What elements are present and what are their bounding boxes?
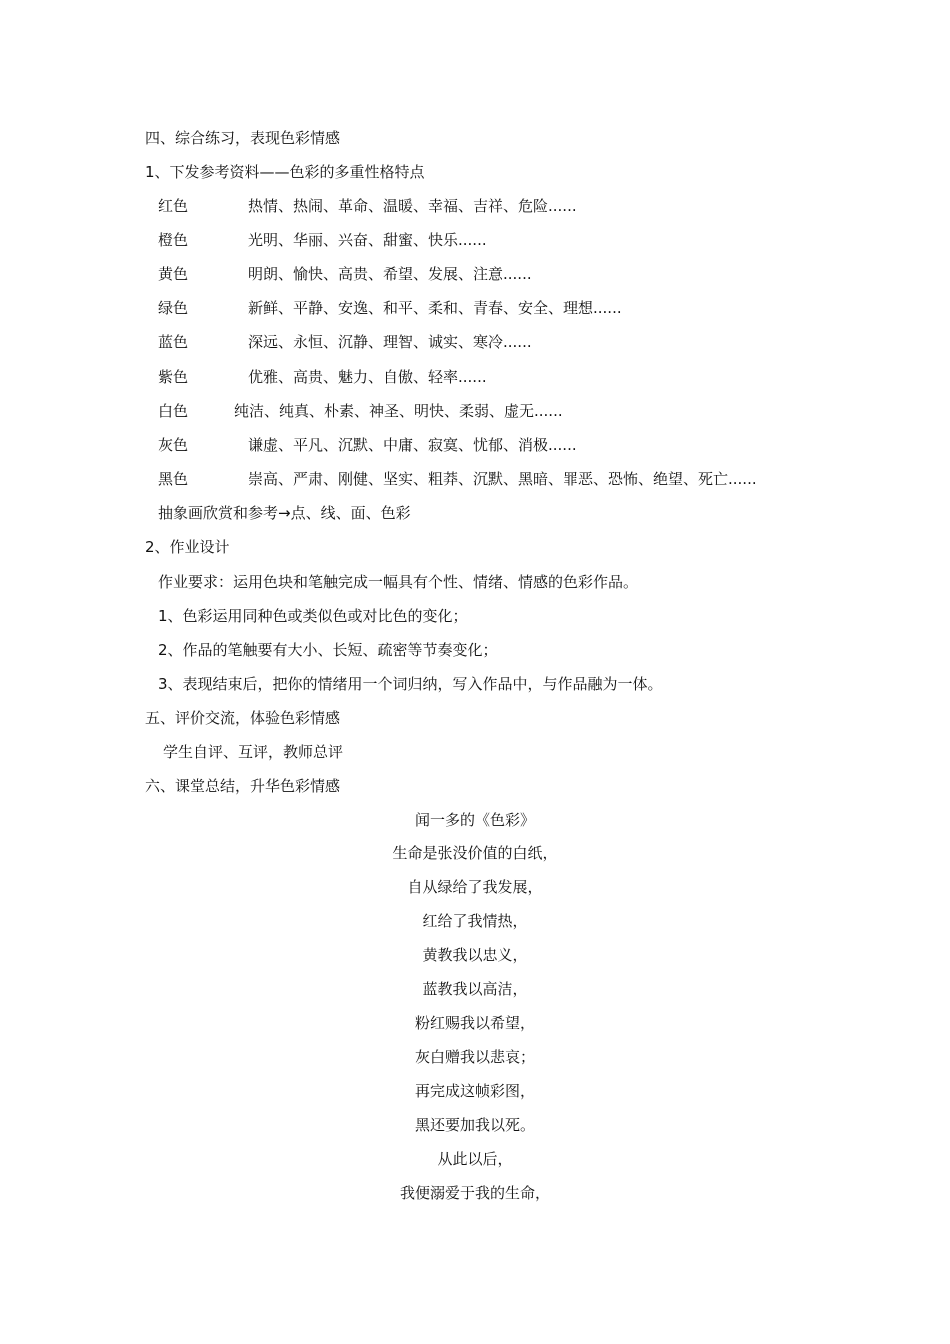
poem-line: 生命是张没价值的白纸， [392, 844, 558, 862]
requirement-item: 2、作品的笔触要有大小、长短、疏密等节奏变化； [158, 641, 498, 659]
section5-heading: 五、评价交流，体验色彩情感 [145, 709, 341, 727]
color-name: 灰色 [158, 436, 189, 454]
abstract-note: 抽象画欣赏和参考→点、线、面、色彩 [158, 504, 411, 522]
color-name: 绿色 [158, 299, 189, 317]
section5-body: 学生自评、互评，教师总评 [163, 743, 344, 761]
color-traits: 崇高、严肃、刚健、坚实、粗莽、沉默、黑暗、罪恶、恐怖、绝望、死亡...... [248, 470, 757, 488]
color-traits: 新鲜、平静、安逸、和平、柔和、青春、安全、理想...... [248, 299, 622, 317]
poem-title: 闻一多的《色彩》 [414, 811, 535, 829]
poem-line: 自从绿给了我发展， [407, 878, 543, 896]
color-name: 黄色 [158, 265, 189, 283]
color-name: 黑色 [158, 470, 189, 488]
color-name: 紫色 [158, 368, 189, 386]
color-name: 橙色 [158, 231, 189, 249]
section4-heading: 四、综合练习，表现色彩情感 [145, 129, 341, 147]
color-traits: 深远、永恒、沉静、理智、诚实、寒冷...... [248, 333, 532, 351]
section6-heading: 六、课堂总结，升华色彩情感 [145, 777, 341, 795]
poem-line: 蓝教我以高洁， [422, 980, 528, 998]
poem-line: 我便溺爱于我的生命， [399, 1184, 550, 1202]
poem-line: 从此以后， [437, 1150, 513, 1168]
poem-line: 黄教我以忠义， [422, 946, 528, 964]
assignment-requirement: 作业要求：运用色块和笔触完成一幅具有个性、情绪、情感的色彩作品。 [158, 573, 639, 591]
color-traits: 谦虚、平凡、沉默、中庸、寂寞、忧郁、消极...... [248, 436, 577, 454]
poem-line: 再完成这帧彩图， [414, 1082, 535, 1100]
assignment-heading: 2、作业设计 [145, 538, 230, 556]
color-traits: 明朗、愉快、高贵、希望、发展、注意...... [248, 265, 532, 283]
color-name: 红色 [158, 197, 189, 215]
requirement-item: 3、表现结束后，把你的情绪用一个词归纳，写入作品中，与作品融为一体。 [158, 675, 663, 693]
poem-line: 黑还要加我以死。 [414, 1116, 535, 1134]
color-name: 白色 [158, 402, 189, 420]
reference-heading: 1、下发参考资料——色彩的多重性格特点 [145, 163, 425, 181]
color-traits: 优雅、高贵、魅力、自傲、轻率...... [248, 368, 487, 386]
poem-line: 灰白赠我以悲哀； [414, 1048, 535, 1066]
color-name: 蓝色 [158, 333, 189, 351]
color-traits: 光明、华丽、兴奋、甜蜜、快乐...... [248, 231, 487, 249]
color-traits: 纯洁、纯真、朴素、神圣、明快、柔弱、虚无...... [234, 402, 563, 420]
poem-line: 红给了我情热， [422, 912, 528, 930]
color-traits: 热情、热闹、革命、温暖、幸福、吉祥、危险...... [248, 197, 577, 215]
requirement-item: 1、色彩运用同种色或类似色或对比色的变化； [158, 607, 468, 625]
poem-line: 粉红赐我以希望， [414, 1014, 535, 1032]
